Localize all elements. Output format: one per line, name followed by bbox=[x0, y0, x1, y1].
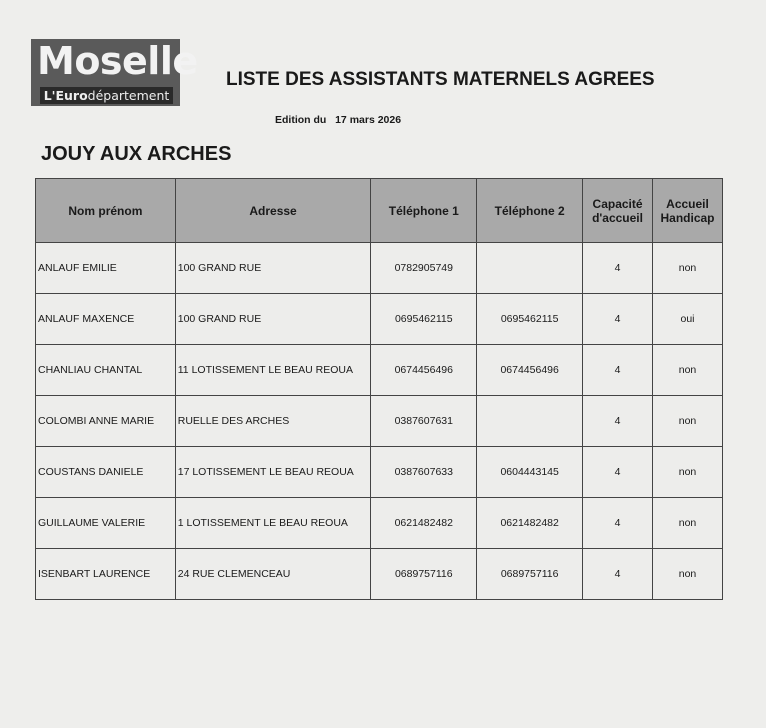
address-cell: 24 RUE CLEMENCEAU bbox=[175, 549, 371, 600]
handicap-cell: non bbox=[653, 243, 723, 294]
name-cell: COLOMBI ANNE MARIE bbox=[36, 396, 176, 447]
table-row bbox=[36, 447, 723, 498]
table-row bbox=[36, 498, 723, 549]
address-cell: 17 LOTISSEMENT LE BEAU REOUA bbox=[175, 447, 371, 498]
edition-line bbox=[275, 114, 401, 126]
phone-1-cell: 0674456496 bbox=[371, 345, 477, 396]
name-cell: ISENBART LAURENCE bbox=[36, 549, 176, 600]
address-cell: 1 LOTISSEMENT LE BEAU REOUA bbox=[175, 498, 371, 549]
address-cell: 11 LOTISSEMENT LE BEAU REOUA bbox=[175, 345, 371, 396]
phone-2-cell bbox=[477, 243, 583, 294]
logo-name: Moselle bbox=[37, 39, 198, 83]
moselle-logo bbox=[31, 39, 198, 106]
phone-2-cell: 0689757116 bbox=[477, 549, 583, 600]
handicap-cell: non bbox=[653, 396, 723, 447]
table-row bbox=[36, 549, 723, 600]
handicap-cell: non bbox=[653, 498, 723, 549]
edition-label: Edition du bbox=[275, 114, 327, 126]
capacity-cell: 4 bbox=[583, 396, 653, 447]
address-cell: RUELLE DES ARCHES bbox=[175, 396, 371, 447]
header-phone-1: Téléphone 1 bbox=[371, 179, 477, 243]
handicap-cell: oui bbox=[653, 294, 723, 345]
city-heading: JOUY AUX ARCHES bbox=[41, 143, 232, 165]
header-capacity: Capacité d'accueil bbox=[583, 179, 653, 243]
capacity-cell: 4 bbox=[583, 447, 653, 498]
logo-tagline bbox=[40, 87, 173, 104]
address-cell: 100 GRAND RUE bbox=[175, 243, 371, 294]
handicap-cell: non bbox=[653, 549, 723, 600]
table-row bbox=[36, 396, 723, 447]
capacity-cell: 4 bbox=[583, 243, 653, 294]
capacity-cell: 4 bbox=[583, 549, 653, 600]
handicap-cell: non bbox=[653, 447, 723, 498]
edition-date: 17 mars 2026 bbox=[335, 114, 402, 126]
phone-2-cell: 0674456496 bbox=[477, 345, 583, 396]
table-row bbox=[36, 243, 723, 294]
name-cell: COUSTANS DANIELE bbox=[36, 447, 176, 498]
phone-2-cell: 0604443145 bbox=[477, 447, 583, 498]
phone-1-cell: 0387607631 bbox=[371, 396, 477, 447]
phone-2-cell: 0695462115 bbox=[477, 294, 583, 345]
table-row bbox=[36, 294, 723, 345]
phone-1-cell: 0621482482 bbox=[371, 498, 477, 549]
address-cell: 100 GRAND RUE bbox=[175, 294, 371, 345]
phone-2-cell bbox=[477, 396, 583, 447]
capacity-cell: 4 bbox=[583, 345, 653, 396]
document-title: LISTE DES ASSISTANTS MATERNELS AGREES bbox=[226, 69, 655, 90]
phone-1-cell: 0689757116 bbox=[371, 549, 477, 600]
phone-1-cell: 0695462115 bbox=[371, 294, 477, 345]
header-handicap: Accueil Handicap bbox=[653, 179, 723, 243]
table-row bbox=[36, 345, 723, 396]
name-cell: GUILLAUME VALERIE bbox=[36, 498, 176, 549]
name-cell: ANLAUF EMILIE bbox=[36, 243, 176, 294]
phone-1-cell: 0782905749 bbox=[371, 243, 477, 294]
handicap-cell: non bbox=[653, 345, 723, 396]
phone-2-cell: 0621482482 bbox=[477, 498, 583, 549]
name-cell: ANLAUF MAXENCE bbox=[36, 294, 176, 345]
assistants-table bbox=[35, 178, 723, 600]
header-name: Nom prénom bbox=[36, 179, 176, 243]
capacity-cell: 4 bbox=[583, 498, 653, 549]
header-phone-2: Téléphone 2 bbox=[477, 179, 583, 243]
logo-tagline-rest: département bbox=[87, 88, 170, 103]
phone-1-cell: 0387607633 bbox=[371, 447, 477, 498]
name-cell: CHANLIAU CHANTAL bbox=[36, 345, 176, 396]
logo-tagline-bold: L'Euro bbox=[43, 88, 88, 103]
header-address: Adresse bbox=[175, 179, 371, 243]
capacity-cell: 4 bbox=[583, 294, 653, 345]
